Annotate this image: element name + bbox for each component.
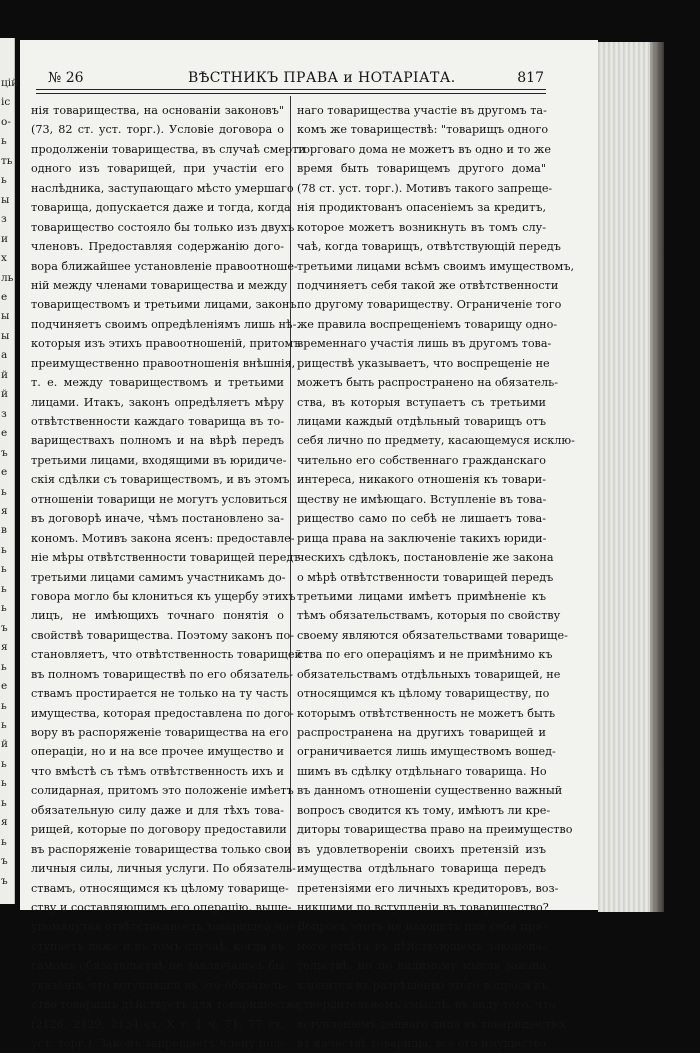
text-line: распространена на другихъ товарищей и: [297, 726, 546, 739]
adjacent-text-line: цій: [1, 77, 19, 89]
text-line: ства по его операціямъ и не примѣнимо къ: [297, 648, 553, 662]
text-line: наслѣдника, заступающаго мѣсто умершаго: [31, 181, 294, 195]
adjacent-text-line: ъ: [1, 446, 8, 459]
text-line: отношеніи товарищи не могутъ условиться: [31, 492, 288, 506]
text-line: имущества, которая предоставлена по дого-: [31, 706, 294, 720]
text-line: вариществахъ полномъ и на вѣрѣ передъ: [31, 434, 284, 448]
text-line: товарища, допускается даже и тогда, когда: [31, 201, 291, 215]
header-rule-bottom: [36, 93, 546, 94]
adjacent-text-line: е: [1, 427, 8, 440]
text-line: подчиняетъ своимъ опредѣленіямъ лишь нѣ-: [31, 317, 297, 331]
right-text-column: [297, 101, 575, 1053]
text-line: вопросъ сводится къ тому, имѣютъ ли кре-: [297, 803, 551, 817]
text-line: т. е. между товариществомъ и третьими: [31, 376, 284, 390]
text-line: лицами. Итакъ, законъ опредѣляетъ мѣру: [31, 395, 284, 409]
adjacent-text-line: х: [1, 252, 7, 265]
text-line: рищей, которые по договору предоставили: [31, 823, 287, 837]
text-line: нія продиктованъ опасеніемъ за кредитъ,: [297, 201, 546, 215]
adjacent-text-line: ь: [1, 602, 7, 615]
adjacent-text-line: й: [1, 388, 8, 401]
text-line: Вопросъ этотъ не находитъ для себя пря-: [297, 920, 546, 934]
adjacent-text-line: о-: [1, 115, 11, 128]
text-line: ніе мѣры отвѣтственности товарищей передъ: [31, 551, 301, 565]
text-line: претензіями его личныхъ кредиторовъ, воз-: [297, 881, 559, 895]
text-line: одного изъ товарищей, при участіи его: [31, 162, 284, 176]
text-line: ствамъ, относящимся къ цѣлому товарище-: [31, 881, 289, 895]
adjacent-text-line: в: [1, 524, 7, 537]
text-line: указанія, что вступившій въ это обязатель-: [31, 978, 288, 992]
adjacent-text-line: ль: [1, 271, 14, 284]
text-line: риществѣ указываетъ, что воспрещеніе не: [297, 356, 550, 370]
text-line: (78 ст. уст. торг.). Мотивъ такого запреще-: [297, 181, 553, 195]
adjacent-text-line: ы: [1, 329, 10, 342]
text-line: солидарная, притомъ это положеніе имѣетъ: [31, 784, 294, 798]
text-line: по другому товариществу. Ограниченіе того: [297, 298, 562, 312]
text-line: становляетъ, что отвѣтственность товарищей: [31, 648, 302, 662]
text-line: себя лично по предмету, касающемуся исклю-: [297, 434, 575, 448]
adjacent-text-line: ь: [1, 563, 7, 576]
text-line: чительно его собственнаго гражданскаго: [297, 453, 546, 467]
text-line: ній между членами товарищества и между: [31, 278, 288, 292]
text-line: рища права на заключеніе такихъ юриди-: [297, 531, 547, 545]
text-line: въ данномъ отношеніи существенно важный: [297, 784, 563, 798]
text-line: время быть товарищемъ другого дома": [297, 162, 546, 176]
text-line: вступленіемъ даннаго лица въ товарищество,: [297, 1017, 568, 1031]
text-line: отвѣтственности каждаго товарища въ то-: [31, 415, 284, 428]
text-line: въ качествѣ товарища, все его имущество: [297, 1037, 547, 1050]
text-line: шимъ въ сдѣлку отдѣльнаго товарища. Но: [297, 764, 547, 778]
text-line: говора могло бы клониться къ ущербу этихъ: [31, 589, 296, 603]
text-line: въ полномъ товариществѣ по его обязатель-: [31, 667, 294, 681]
text-line: вора ближайшее установленіе правоотноше-: [31, 259, 298, 273]
text-line: рищество само по себѣ не лишаетъ това-: [297, 512, 546, 526]
text-line: упомянутая отвѣтственность товарищей на-: [31, 920, 293, 934]
text-line: обязательную силу даже и для тѣхъ това-: [31, 803, 284, 817]
adjacent-page-fragment: [0, 38, 19, 904]
adjacent-text-line: е: [1, 466, 8, 479]
adjacent-text-line: я: [1, 641, 8, 654]
text-line: ческихъ сдѣлокъ, постановленіе же закона: [297, 551, 554, 565]
adjacent-text-line: ь: [1, 835, 7, 848]
adjacent-text-line: ы: [1, 193, 10, 206]
text-line: (2126, 2129, 2134 ст. X т. 1 ч; 71, 77 ст.: [31, 1017, 284, 1031]
text-line: можетъ быть распространено на обязатель-: [297, 376, 559, 390]
text-line: торговаго дома не можетъ въ одно и то же: [297, 142, 551, 156]
text-line: ствамъ простирается не только на ту часть: [31, 687, 289, 701]
text-line: мого отвѣта въ дѣйствующемъ законода-: [297, 939, 546, 953]
text-line: преимущественно правоотношенія внѣшнія,: [31, 356, 296, 370]
text-line: интереса, никакого отношенія къ товари-: [297, 473, 546, 487]
text-line: имущества отдѣльнаго товарища передъ: [297, 862, 546, 876]
journal-title: ВѢСТНИКЪ ПРАВА и НОТАРІАТА.: [188, 70, 456, 86]
adjacent-text-line: ъ: [1, 621, 8, 634]
adjacent-text-line: ы: [1, 310, 10, 323]
text-line: ограничивается лишь имуществомъ вошед-: [297, 745, 556, 759]
text-line: которымъ отвѣтственность не можетъ быть: [297, 706, 556, 720]
adjacent-text-line: ь: [1, 777, 7, 790]
text-line: ществу не имѣющаго. Вступленіе въ това-: [297, 492, 547, 506]
page-number: 817: [517, 70, 544, 86]
adjacent-text-line: ь: [1, 582, 7, 595]
running-header: [48, 70, 544, 90]
text-line: личныя силы, личныя услуги. По обязатель-: [31, 862, 296, 876]
text-line: лицъ, не имѣющихъ точнаго понятія о: [31, 609, 284, 623]
text-line: же правила воспрещеніемъ товарищу одно-: [297, 317, 558, 331]
text-line: уст. торг.). Законъ запрещаетъ члену пол-: [31, 1037, 284, 1050]
adjacent-text-line: я: [1, 816, 8, 829]
text-line: вору въ распоряженіе товарищества на его: [31, 726, 289, 739]
adjacent-text-line: и: [1, 232, 8, 245]
text-line: тельствѣ, но по видимому мысль закона: [297, 959, 546, 973]
adjacent-text-line: з: [1, 407, 7, 420]
adjacent-text-line: ь: [1, 135, 7, 148]
adjacent-text-line: ъ: [1, 855, 8, 868]
text-line: свойствѣ товарищества. Поэтому законъ по-: [31, 628, 295, 642]
text-line: товариществомъ и третьими лицами, законъ: [31, 298, 297, 312]
text-line: въ распоряженіе товарищества только свои: [31, 842, 292, 856]
text-line: которое можетъ возникнуть въ томъ слу-: [297, 220, 546, 234]
text-line: операціи, но и на все прочее имущество и: [31, 745, 284, 759]
left-text-column: [31, 101, 306, 1053]
text-line: скія сдѣлки съ товариществомъ, и въ этомъ: [31, 473, 290, 487]
text-line: третьими лицами, входящими въ юридиче-: [31, 453, 287, 467]
text-line: клонится въ разрѣшенію этого вопроса въ: [297, 978, 548, 992]
text-line: третьими лицами самимъ участникамъ до-: [31, 570, 286, 584]
text-line: третьими лицами имѣетъ примѣненіе къ: [297, 589, 546, 603]
text-line: которыя изъ этихъ правоотношеній, притомъ: [31, 337, 301, 351]
text-line: комъ же товариществѣ: "товарищъ одного: [297, 123, 549, 137]
text-line: членовъ. Предоставляя содержанію дого-: [31, 240, 284, 254]
header-rule-top: [36, 89, 546, 90]
text-line: ства, въ которыя вступаетъ съ третьими: [297, 395, 546, 409]
adjacent-text-line: ь: [1, 174, 7, 187]
text-line: никшими по вступленіи въ товарищество?: [297, 900, 549, 914]
adjacent-text-line: ь: [1, 718, 7, 731]
text-line: наго товарищества участіе въ другомъ та-: [297, 104, 547, 117]
adjacent-text-line: й: [1, 368, 8, 381]
adjacent-text-line: ь: [1, 485, 7, 498]
text-line: обязательствамъ отдѣльныхъ товарищей, не: [297, 667, 561, 681]
text-line: самомъ обязательствѣ не заключалось бы: [31, 959, 284, 973]
adjacent-text-line: з: [1, 213, 7, 226]
text-line: своему являются обязательствами товарище-: [297, 628, 568, 642]
text-line: лицами каждый отдѣльный товарищъ отъ: [297, 415, 546, 428]
adjacent-text-line: ь: [1, 660, 7, 673]
adjacent-text-line: я: [1, 504, 8, 517]
text-line: что вмѣстѣ съ тѣмъ отвѣтственность ихъ и: [31, 764, 284, 778]
text-line: ство товарищъ дѣйствуетъ для товарищества: [31, 998, 300, 1012]
adjacent-text-line: е: [1, 290, 8, 303]
text-line: нія товарищества, на основаніи законовъ": [31, 104, 284, 117]
text-line: тѣмъ обязательствамъ, которыя по свойству: [297, 609, 561, 623]
text-line: утвердительномъ смыслѣ, въ виду того, что: [297, 998, 556, 1012]
text-line: въ удовлетвореніи своихъ претензій изъ: [297, 842, 546, 856]
text-line: продолженіи товарищества, въ случаѣ смерти: [31, 142, 306, 156]
text-line: ступаетъ даже и въ томъ случаѣ, когда въ: [31, 939, 284, 953]
adjacent-text-line: ь: [1, 699, 7, 712]
adjacent-text-line: ъ: [1, 874, 8, 887]
adjacent-text-line: ь: [1, 543, 7, 556]
adjacent-text-line: е: [1, 680, 8, 693]
adjacent-text-line: ь: [1, 757, 7, 770]
text-line: о мѣрѣ отвѣтственности товарищей передъ: [297, 570, 554, 584]
text-line: въ договорѣ иначе, чѣмъ постановлено за-: [31, 512, 284, 526]
text-line: временнаго участія лишь въ другомъ това-: [297, 337, 552, 351]
text-line: чаѣ, когда товарищъ, отвѣтствующій передъ: [297, 240, 561, 254]
text-line: кономъ. Мотивъ закона ясенъ: предоставле-: [31, 531, 295, 545]
text-line: диторы товарищества право на преимущество: [297, 823, 573, 837]
text-line: подчиняетъ себя такой же отвѣтственности: [297, 278, 559, 292]
adjacent-text-line: іс: [1, 96, 11, 109]
text-line: относящимся къ цѣлому товариществу, по: [297, 687, 550, 701]
text-line: ству и составляющимъ его операцію, выше-: [31, 900, 292, 914]
issue-number: № 26: [48, 70, 84, 86]
text-line: (73, 82 ст. уст. торг.). Условіе договора о: [31, 123, 284, 137]
adjacent-text-line: а: [1, 349, 8, 362]
adjacent-text-line: ть: [1, 154, 13, 167]
text-line: третьими лицами всѣмъ своимъ имуществомъ,: [297, 259, 575, 273]
text-line: товарищество состояло бы только изъ двухъ: [31, 220, 295, 234]
page-edges: [598, 42, 664, 912]
adjacent-text-line: ь: [1, 796, 7, 809]
adjacent-text-line: й: [1, 738, 8, 751]
